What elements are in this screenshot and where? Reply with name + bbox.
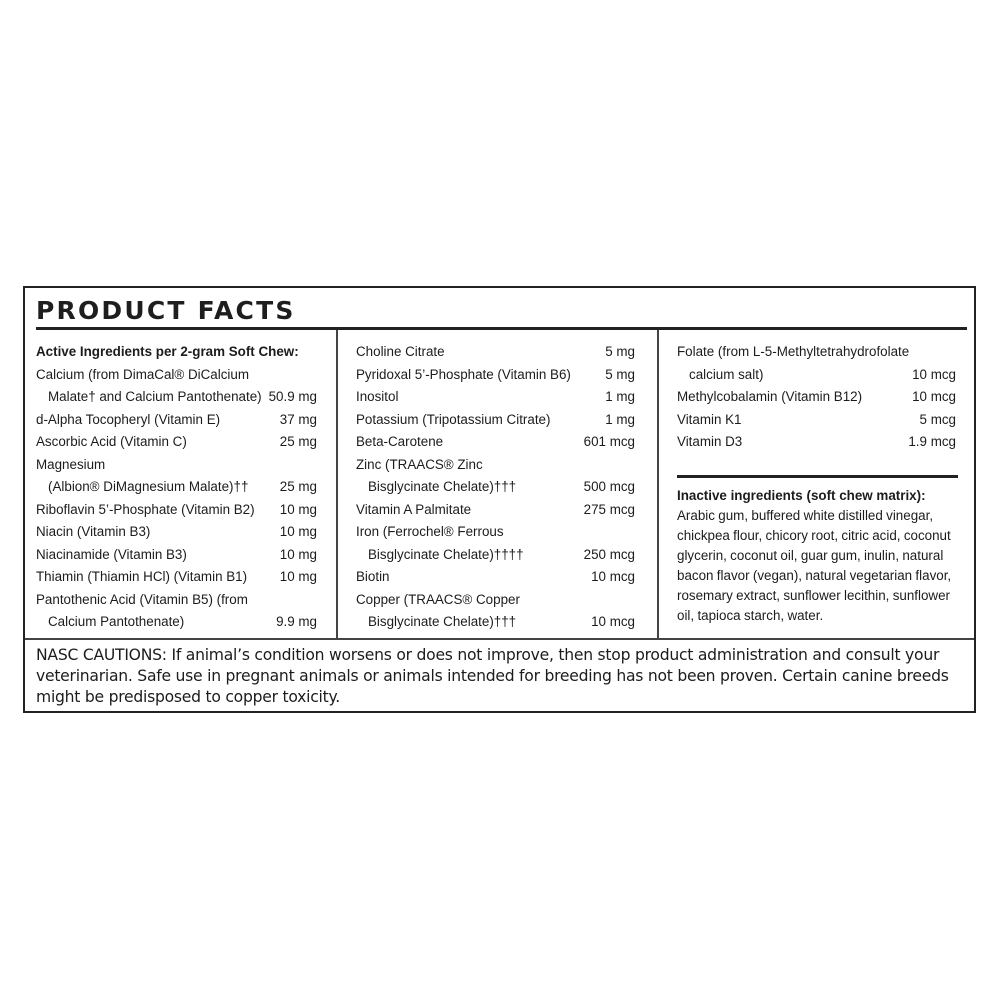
ingredient-row <box>356 341 635 364</box>
ingredient-name: Vitamin A Palmitate <box>356 501 472 517</box>
ingredient-row <box>36 431 317 454</box>
ingredient-row <box>677 431 956 454</box>
ingredient-row <box>677 386 956 409</box>
ingredient-name: Methylcobalamin (Vitamin B12) <box>677 389 863 404</box>
ingredient-amount <box>629 589 635 612</box>
ingredient-amount: 500 mcg <box>583 479 635 494</box>
ingredients-column-3 <box>677 330 956 638</box>
ingredient-name: Beta-Carotene <box>356 434 444 449</box>
ingredient-name: calcium salt) <box>689 366 764 382</box>
ingredient-name: Pyridoxal 5’-Phosphate (Vitamin B6) <box>356 366 571 382</box>
ingredient-amount: 5 mg <box>605 344 635 359</box>
ingredient-name: Choline Citrate <box>356 344 445 359</box>
ingredient-row <box>36 521 317 544</box>
ingredient-amount: 10 mcg <box>591 569 635 584</box>
ingredient-name: Vitamin D3 <box>677 434 743 449</box>
ingredient-row <box>356 409 635 432</box>
ingredient-row <box>356 386 635 409</box>
ingredient-amount: 5 mg <box>605 366 635 382</box>
ingredient-name: Inositol <box>356 389 399 404</box>
ingredients-column-1 <box>36 330 317 638</box>
column-divider <box>336 330 338 638</box>
ingredient-row <box>36 409 317 432</box>
panel-title: PRODUCT FACTS <box>36 296 296 325</box>
ingredient-row <box>356 521 635 544</box>
active-ingredients-heading: Active Ingredients per 2-gram Soft Chew: <box>36 344 299 359</box>
ingredient-amount: 9.9 mg <box>276 614 317 629</box>
ingredient-amount: 10 mg <box>279 524 317 539</box>
ingredient-name: Ascorbic Acid (Vitamin C) <box>36 434 187 449</box>
ingredient-row <box>356 499 635 522</box>
ingredient-name: Bisglycinate Chelate)††† <box>368 479 517 494</box>
ingredient-amount: 50.9 mg <box>268 389 317 404</box>
ingredient-name: Zinc (TRAACS® Zinc <box>356 456 483 472</box>
ingredient-name: Potassium (Tripotassium Citrate) <box>356 411 551 427</box>
ingredient-amount: 1.9 mcg <box>908 434 956 449</box>
ingredient-amount: 10 mg <box>279 501 317 517</box>
ingredient-amount: 5 mcg <box>919 411 956 427</box>
ingredient-amount: 275 mcg <box>583 501 635 517</box>
ingredient-row <box>36 566 317 589</box>
ingredient-amount: 250 mcg <box>583 546 635 562</box>
ingredient-name: Niacinamide (Vitamin B3) <box>36 546 187 562</box>
ingredient-name: Pantothenic Acid (Vitamin B5) (from <box>36 591 248 607</box>
ingredient-amount <box>950 341 956 364</box>
ingredient-amount: 37 mg <box>279 411 317 427</box>
ingredient-row <box>356 611 635 634</box>
ingredient-amount: 10 mcg <box>912 389 956 404</box>
ingredient-row <box>36 499 317 522</box>
ingredient-amount: 10 mcg <box>591 614 635 629</box>
ingredient-row <box>356 364 635 387</box>
product-facts-panel <box>23 286 976 713</box>
ingredient-amount <box>311 454 317 477</box>
inactive-divider <box>677 475 958 478</box>
ingredient-row <box>36 611 317 634</box>
ingredient-amount: 10 mcg <box>912 366 956 382</box>
ingredient-name: Thiamin (Thiamin HCl) (Vitamin B1) <box>36 569 248 584</box>
column-divider <box>657 330 659 638</box>
ingredient-amount: 25 mg <box>279 434 317 449</box>
ingredient-name: Magnesium <box>36 456 106 472</box>
ingredient-row <box>36 454 317 477</box>
ingredient-name: Calcium Pantothenate) <box>48 614 185 629</box>
ingredient-amount: 1 mg <box>605 389 635 404</box>
ingredient-name: Folate (from L-5-Methyltetrahydrofolate <box>677 344 910 359</box>
ingredient-amount <box>311 364 317 387</box>
inactive-ingredients-heading: Inactive ingredients (soft chew matrix): <box>677 487 926 503</box>
ingredient-amount: 601 mcg <box>583 434 635 449</box>
ingredient-amount: 10 mg <box>279 546 317 562</box>
ingredient-amount: 1 mg <box>605 411 635 427</box>
ingredient-row <box>356 431 635 454</box>
ingredient-name: Biotin <box>356 569 390 584</box>
ingredient-name: Bisglycinate Chelate)†††† <box>368 546 524 562</box>
ingredient-name: (Albion® DiMagnesium Malate)†† <box>48 479 249 494</box>
ingredient-row <box>677 364 956 387</box>
ingredient-row <box>356 544 635 567</box>
ingredient-name: Calcium (from DimaCal® DiCalcium <box>36 366 249 382</box>
ingredient-row <box>356 454 635 477</box>
ingredient-amount: 25 mg <box>279 479 317 494</box>
ingredient-row <box>356 589 635 612</box>
ingredients-column-2 <box>356 330 635 638</box>
ingredient-name: d-Alpha Tocopheryl (Vitamin E) <box>36 411 221 427</box>
ingredient-name: Iron (Ferrochel® Ferrous <box>356 524 504 539</box>
nasc-cautions-text: NASC CAUTIONS: If animal’s condition worsens or does not improve, then stop product administration and consult your veterinarian. Safe use in pregnant animals or animals intended for breeding has not been proven. Certain canine breeds might be predisposed to copper toxicity. <box>36 646 949 706</box>
cautions-divider <box>25 638 974 640</box>
ingredient-row <box>677 341 956 364</box>
ingredient-row <box>36 364 317 387</box>
ingredient-amount <box>311 589 317 612</box>
ingredient-amount <box>629 454 635 477</box>
ingredient-row <box>36 386 317 409</box>
ingredient-row <box>356 476 635 499</box>
ingredient-name: Copper (TRAACS® Copper <box>356 591 520 607</box>
ingredient-name: Bisglycinate Chelate)††† <box>368 614 517 629</box>
ingredient-row <box>356 566 635 589</box>
ingredient-name: Riboflavin 5’-Phosphate (Vitamin B2) <box>36 501 255 517</box>
inactive-ingredients-text: Arabic gum, buffered white distilled vinegar, chickpea flour, chicory root, citric acid, coconut glycerin, coconut oil, guar gum, inulin, natural bacon flavor (vegan), natural vegetarian flavor, rosemary extract, sunflower lecithin, sunflower oil, tapioca starch, water. <box>677 507 952 623</box>
ingredient-amount <box>629 521 635 544</box>
ingredient-row <box>677 409 956 432</box>
ingredient-row <box>36 544 317 567</box>
ingredient-name: Vitamin K1 <box>677 411 742 427</box>
ingredient-amount: 10 mg <box>279 569 317 584</box>
ingredient-name: Malate† and Calcium Pantothenate) <box>48 389 262 404</box>
ingredient-row <box>36 476 317 499</box>
ingredient-name: Niacin (Vitamin B3) <box>36 524 151 539</box>
ingredient-row <box>36 589 317 612</box>
